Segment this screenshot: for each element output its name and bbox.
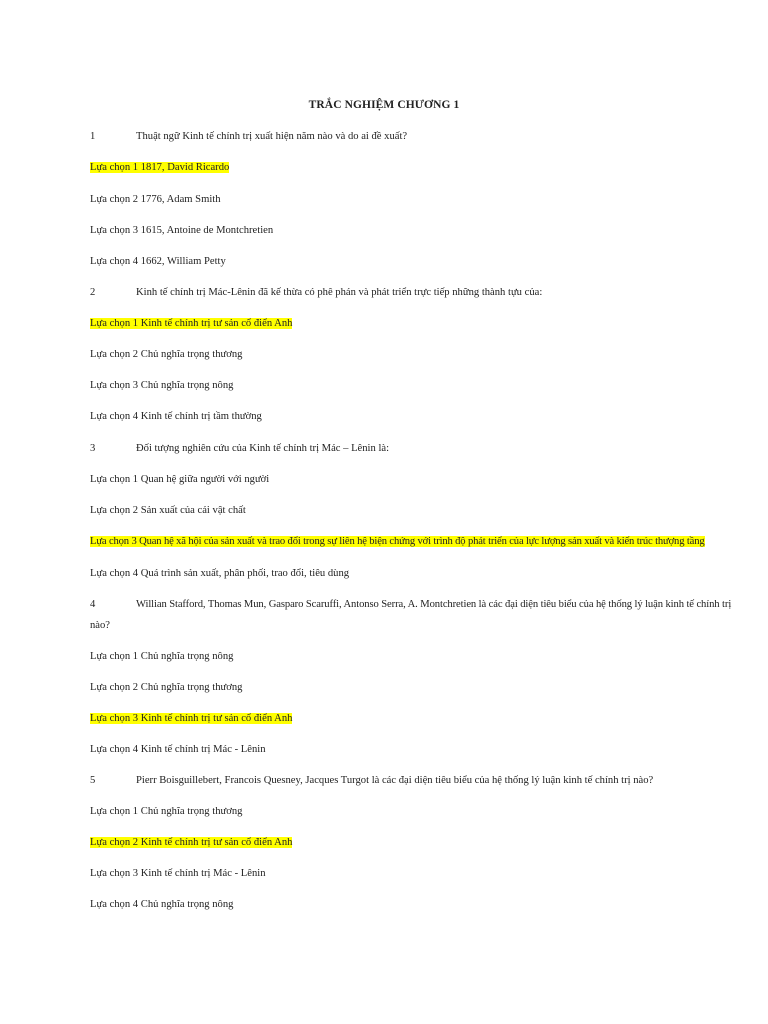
choice-4-3 — [90, 712, 292, 726]
choice-text: Lựa chọn 4 1662, William Petty — [90, 256, 226, 267]
choice-5-1 — [90, 805, 242, 819]
choice-text: Lựa chọn 3 Chủ nghĩa trọng nông — [90, 380, 234, 391]
choice-text: Lựa chọn 4 Kinh tế chính trị Mác - Lênin — [90, 744, 266, 755]
question-4 — [90, 598, 731, 612]
question-3 — [90, 442, 389, 456]
question-number: 3 — [90, 443, 96, 454]
choice-text: Lựa chọn 2 Kinh tế chính trị tư sản cổ điển Anh — [90, 837, 293, 848]
choice-5-4 — [90, 898, 233, 912]
choice-3-1 — [90, 473, 269, 487]
choice-2-3 — [90, 379, 233, 393]
question-1 — [90, 130, 407, 144]
question-text: Pierr Boisguillebert, Francois Quesney, Jacques Turgot là các đại diện tiêu biểu của hệ thống lý luận kinh tế chính trị nào? — [136, 775, 654, 786]
question-4-continuation: nào? — [90, 620, 110, 631]
choice-text: Lựa chọn 2 Chủ nghĩa trọng thương — [90, 682, 243, 693]
choice-text: Lựa chọn 3 Kinh tế chính trị tư sản cổ điển Anh — [90, 713, 293, 724]
choice-text: Lựa chọn 1 Chủ nghĩa trọng thương — [90, 806, 243, 817]
choice-text: Lựa chọn 1 Chủ nghĩa trọng nông — [90, 651, 234, 662]
question-number: 4 — [90, 599, 96, 610]
choice-text: Lựa chọn 1 Kinh tế chính trị tư sản cổ điển Anh — [90, 318, 293, 329]
choice-text: Lựa chọn 4 Quá trình sản xuất, phân phối, trao đổi, tiêu dùng — [90, 568, 350, 579]
choice-1-3 — [90, 224, 273, 238]
choice-text: Lựa chọn 1 1817, David Ricardo — [90, 162, 230, 173]
choice-1-1 — [90, 161, 229, 175]
question-number: 2 — [90, 287, 96, 298]
choice-text: Lựa chọn 4 Chủ nghĩa trọng nông — [90, 899, 234, 910]
choice-5-2 — [90, 836, 292, 850]
choice-4-1 — [90, 650, 233, 664]
choice-3-4 — [90, 567, 349, 581]
question-5 — [90, 774, 653, 788]
choice-2-1 — [90, 317, 292, 331]
question-2 — [90, 286, 542, 300]
choice-5-3 — [90, 867, 266, 881]
choice-4-4 — [90, 743, 266, 757]
question-number: 5 — [90, 775, 96, 786]
choice-3-2 — [90, 504, 246, 518]
question-text: Willian Stafford, Thomas Mun, Gasparo Scaruffi, Antonso Serra, A. Montchretien là các đại diện tiêu biểu của hệ thống lý luận kinh tế chính trị — [136, 599, 732, 610]
choice-text: Lựa chọn 2 Sản xuất của cải vật chất — [90, 505, 246, 516]
choice-4-2 — [90, 681, 242, 695]
document-title: TRẮC NGHIỆM CHƯƠNG 1 — [308, 99, 460, 111]
choice-3-3 — [90, 535, 705, 549]
choice-text: Lựa chọn 1 Quan hệ giữa người với người — [90, 474, 270, 485]
choice-2-4 — [90, 410, 262, 424]
choice-text: Lựa chọn 3 Kinh tế chính trị Mác - Lênin — [90, 868, 266, 879]
choice-text: Lựa chọn 3 1615, Antoine de Montchretien — [90, 225, 274, 236]
choice-1-4 — [90, 255, 226, 269]
choice-text: Lựa chọn 2 Chủ nghĩa trọng thương — [90, 349, 243, 360]
question-text: Đối tượng nghiên cứu của Kinh tế chính trị Mác – Lênin là: — [136, 443, 390, 454]
question-text: Kinh tế chính trị Mác-Lênin đã kế thừa có phê phán và phát triển trực tiếp những thành tựu của: — [136, 287, 543, 298]
choice-2-2 — [90, 348, 242, 362]
question-number: 1 — [90, 131, 96, 142]
choice-text: Lựa chọn 3 Quan hệ xã hội của sản xuất và trao đổi trong sự liên hệ biện chứng với trình độ phát triển của lực lượng sản xuất và kiến trúc thượng tầng — [90, 536, 705, 547]
question-text: Thuật ngữ Kinh tế chính trị xuất hiện năm nào và do ai đề xuất? — [136, 131, 408, 142]
choice-1-2 — [90, 193, 221, 207]
choice-text: Lựa chọn 4 Kinh tế chính trị tầm thường — [90, 411, 262, 422]
choice-text: Lựa chọn 2 1776, Adam Smith — [90, 194, 221, 205]
